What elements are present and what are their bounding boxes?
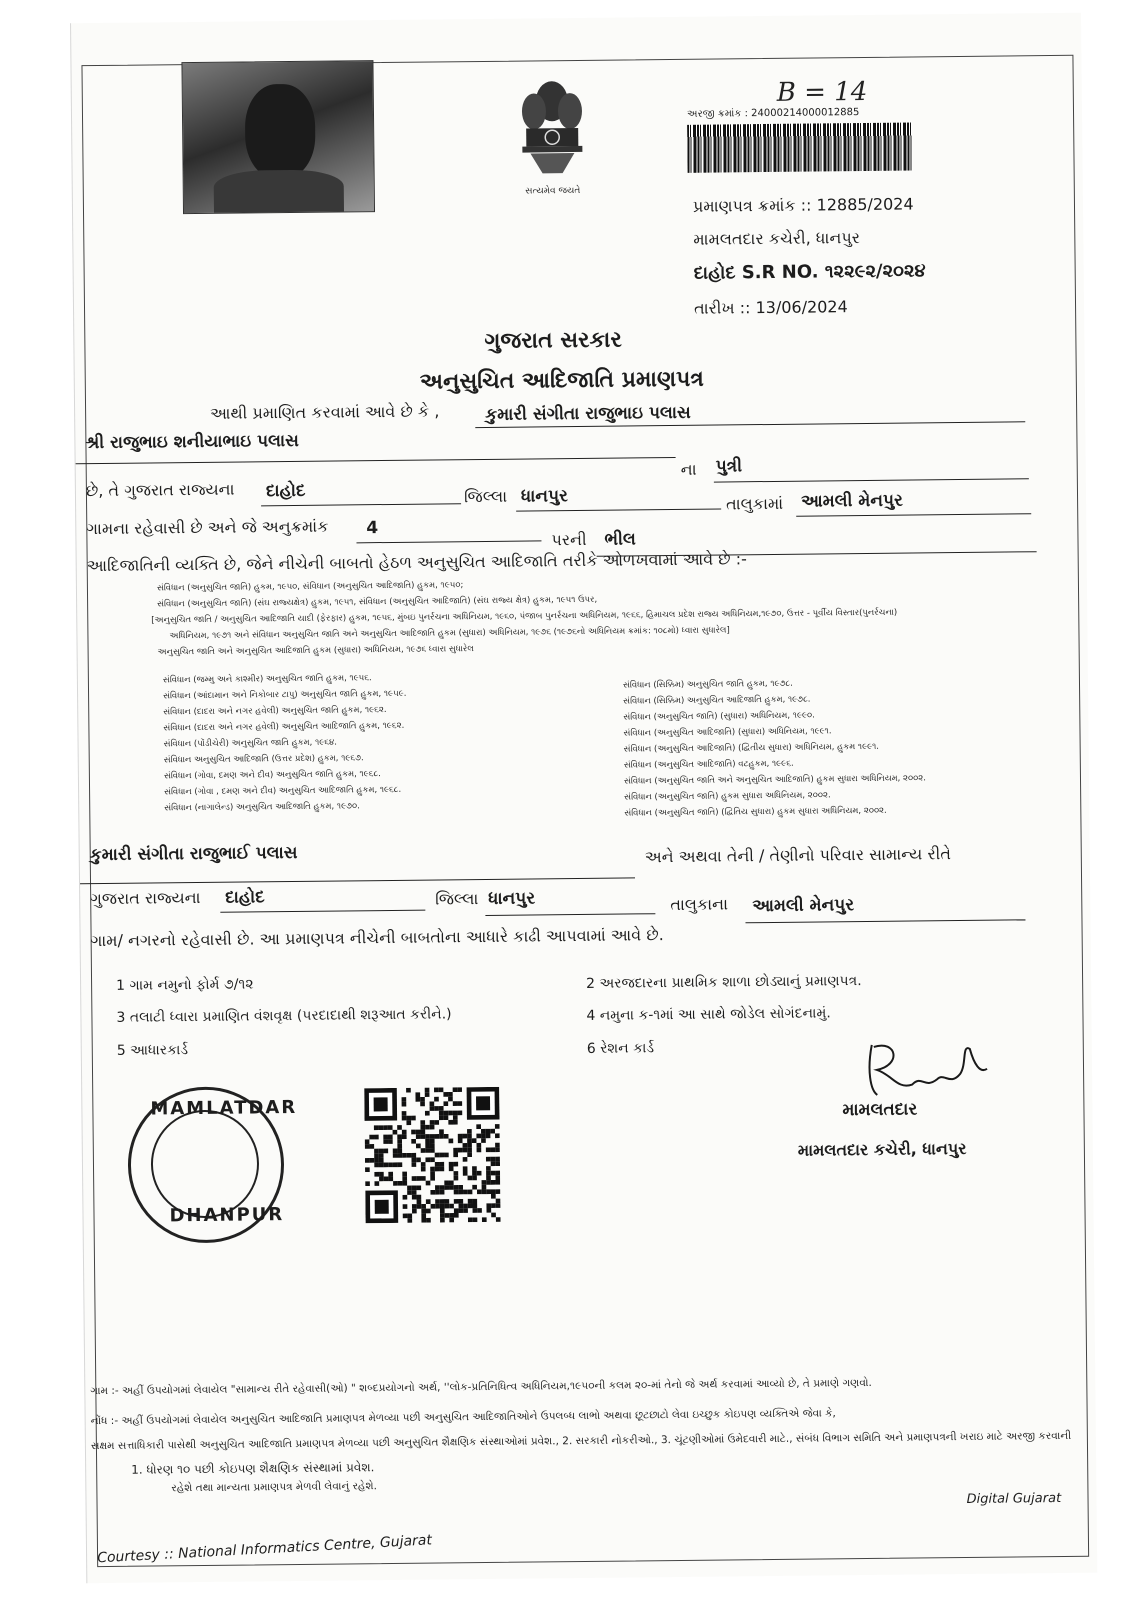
document-item: 4 નમુના ક-૧માં આ સાથે જોડેલ સોગંદનામું.	[586, 1005, 831, 1024]
family-text: અને અથવા તેની / તેણીનો પરિવાર સામાન્ય રીતે	[644, 844, 951, 867]
note-line: નોંધ :- અહીં ઉપયોગમાં લેવાયેલ અનુસુચિત આદિજાતિ પ્રમાણપત્ર મેળવ્યા પછી અનુસુચિત આદિજાતિઓને ઉપલબ્ધ લાભો અથવા છૂટછાટો લેવા ઇચ્છુક કોઇપણ વ્યક્તિએ જેવા કે,	[90, 1407, 836, 1428]
signature-icon	[862, 1034, 993, 1105]
orders-top	[151, 573, 898, 661]
government-title: ગુજરાત સરકાર	[484, 327, 622, 354]
certificate-number: પ્રમાણપત્ર ક્રમાંક :: 12885/2024	[692, 194, 914, 216]
document-item: 3 તલાટી ધ્વારા પ્રમાણિત વંશવૃક્ષ (પરદાદાથી શરૂઆત કરીને.)	[116, 1006, 452, 1026]
intro-text: આથી પ્રમાણિત કરવામાં આવે છે કે ,	[210, 401, 440, 423]
order-line: સંવિધાન (ગોવા , દમણ અને દીવ) અનુસુચિત આદિજાતિ હુકમ, ૧૯૬૮.	[164, 784, 402, 798]
stamp-top-text: MAMLATDAR	[150, 1096, 298, 1120]
order-line: સંવિધાન (અનુસુચિત આદિજાતિ) (સુધારા) અધિનિયમ, ૧૯૯૧.	[623, 726, 832, 739]
order-line: અનુસુચિત જાતિ અને અનુસુચિત આદિજાતિ હુકમ (સુધારા) અધિનિયમ, ૧૯૭૬ ધ્વારા સુધારેલ	[157, 644, 474, 658]
order-line: સંવિધાન (અનુસુચિત જાતિ) હુકમ સુધારા અધિનિયમ, ૨૦૦૨.	[624, 790, 831, 803]
applicant-photo	[181, 60, 375, 214]
order-line: સંવિધાન (સિક્કિમ) અનુસુચિત આદિજાતિ હુકમ, ૧૯૭૮.	[623, 694, 811, 707]
signatory-office: મામલતદાર કચેરી, ધાનપુર	[797, 1138, 967, 1160]
order-line: અધિનિયમ, ૧૯૭૧ અને સંવિધાન અનુસુચિત જાતિ અને અનુસુચિત આદિજાતિ હુકમ (સુધારા) અધિનિયમ, ૧૯૭૬ (૧૯૭૬નો અધિનિયમ ક્રમાંક: ૧૦૮મો) ધ્વારા સુધારેલ]	[169, 625, 730, 642]
taluka: ધાનપુર	[520, 486, 568, 507]
sr-number: દાહોદ S.R NO. ૧૨૨૯૨/૨૦૨૪	[693, 260, 926, 284]
order-line: સંવિધાન (અનુસુચિત જાતિ) (સુધારા) અધિનિયમ, ૧૯૯૦.	[623, 710, 815, 723]
order-line: સંવિધાન (જમ્મુ અને કાશ્મીર) અનુસુચિત જાતિ હુકમ, ૧૯૫૬.	[162, 673, 372, 686]
order-line: સંવિધાન (અનુસુચિત જાતિ અને અનુસુચિત આદિજાતિ) હુકમ સુધારા અધિનિયમ, ૨૦૦૨.	[623, 773, 927, 787]
order-line: સંવિધાન (આંદામાન અને નિકોબાર ટાપુ) અનુસુચિત જાતિ હુકમ, ૧૯૫૯.	[163, 688, 407, 702]
document-item: 2 અરજદારના પ્રાથમિક શાળા છોડ્યાનું પ્રમાણપત્ર.	[586, 973, 862, 992]
qr-code	[364, 1087, 500, 1223]
national-emblem-icon	[512, 73, 593, 194]
stamp-bottom-text: DHANPUR	[169, 1204, 285, 1227]
order-line: સંવિધાન (અનુસુચિત જાતિ) (દ્વિતિય સુધારા) હુકમ સુધારા અધિનિયમ, ૨૦૦૨.	[624, 805, 887, 819]
digital-gujarat-label: Digital Gujarat	[966, 1490, 1062, 1507]
note-line: સક્ષમ સત્તાધિકારી પાસેથી અનુસુચિત આદિજાતિ પ્રમાણપત્ર મેળવ્યા પછી અનુસુચિત શૈક્ષણિક સંસ્થાઓમાં પ્રવેશ., 2. સરકારી નોકરીઓ., 3. ચૂંટણીઓમાં ઉમેદવારી માટે., સંબંધ વિભાગ સમિતિ અને પ્રમાણપત્રની ખરાઇ માટે અરજી કરવાની	[90, 1429, 1072, 1453]
signatory-designation: મામલતદાર	[842, 1099, 918, 1121]
document-item: 5 આધારકાર્ડ	[116, 1042, 189, 1059]
residence-district: દાહોદ	[225, 887, 265, 908]
tribe: ભીલ	[604, 529, 636, 550]
note-line: રહેશે તથા માન્યતા પ્રમાણપત્ર મેળવી લેવાનું રહેશે.	[171, 1480, 377, 1495]
application-number: અરજી ક્રમાંક : 24000214000012885	[686, 107, 860, 120]
document-item: 1 ગામ નમુનો ફોર્મ ૭/૧૨	[116, 976, 254, 994]
note-line: 1. ધોરણ ૧૦ પછી કોઇપણ શૈક્ષણિક સંસ્થામાં પ્રવેશ.	[131, 1460, 375, 1477]
residence-taluka: ધાનપુર	[488, 888, 536, 909]
orders-left	[163, 670, 408, 817]
barcode	[687, 122, 912, 172]
applicant-name: કુમારી સંગીતા રાજુભાઇ પલાસ	[485, 402, 691, 425]
order-line: સંવિધાન (પોંડીચેરી) અનુસુચિત જાતિ હુકમ, ૧૯૬૪.	[163, 737, 338, 750]
basis-text: ગામ/ નગરનો રહેવાસી છે. આ પ્રમાણપત્ર નીચેની બાબતોના આધારે કાઢી આપવામાં આવે છે.	[90, 925, 664, 951]
order-line: સંવિધાન (નાગાલેન્ડ) અનુસુચિત આદિજાતિ હુકમ, ૧૯૭૦.	[164, 801, 360, 814]
residence-village: આમલી મેનપુર	[752, 895, 855, 917]
issuing-office: મામલતદાર કચેરી, ધાનપુર	[693, 228, 861, 249]
order-line: [અનુસુચિત જાતિ / અનુસુચિત આદિજાતિ યાદી (ફેરફાર) હુકમ, ૧૯૫૬, મુંબઇ પુનર્રચના અધિનિયમ, ૧૯૬૦, પંજાબ પુનર્રચના અધિનિયમ, ૧૯૬૬, હિમાચલ પ્રદેશ રાજ્ય અધિનિયમ,૧૯૭૦, ઉત્તર - પૂર્વીય વિસ્તાર(પુનર્રચના)	[151, 607, 898, 626]
par-label: પરની	[551, 529, 587, 550]
courtesy-text: Courtesy :: National Informatics Centre, Gujarat	[96, 1532, 433, 1567]
taluka-label: તાલુકામાં	[725, 493, 784, 514]
mamlatdar-stamp	[127, 1086, 298, 1244]
order-line: સંવિધાન (ગોવા, દમણ અને દીવ) અનુસુચિત જાતિ હુકમ, ૧૯૬૮.	[163, 769, 381, 782]
father-name: શ્રી રાજુભાઇ શનીયાભાઇ પલાસ	[85, 430, 299, 454]
relation: પુત્રી	[715, 456, 743, 477]
note-line: ગામ :- અહીં ઉપયોગમાં લેવાયેલ "સામાન્ય રીતે રહેવાસી(ઓ) " શબ્દપ્રયોગનો અર્થ, ''લોક-પ્રતિનિધિત્વ અધિનિયમ,૧૯૫૦ની કલમ ૨૦-માં તેનો જે અર્થ કરવામાં આવ્યો છે, તે પ્રમાણે ગણવો.	[90, 1376, 872, 1398]
serial-number: 4	[366, 518, 379, 539]
document-item: 6 રેશન કાર્ડ	[586, 1040, 655, 1057]
order-line: સંવિધાન (દાદરા અને નગર હવેલી) અનુસુચિત જાતિ હુકમ, ૧૯૬૨.	[163, 705, 387, 718]
village: આમલી મેનપુર	[800, 490, 903, 512]
order-line: સંવિધાન (અનુસુચિત આદિજાતિ) (દ્વિતીય સુધારા) અધિનિયમ, હુકમ ૧૯૯૧.	[623, 741, 880, 755]
resident-text: ગામના રહેવાસી છે અને જે અનુક્રમાંક	[86, 516, 329, 539]
order-line: સંવિધાન (અનુસુચિત જાતિ) હુકમ, ૧૯૫૦, સંવિધાન (અનુસુચિત આદિજાતિ) હુકમ, ૧૯૫૦;	[156, 580, 464, 594]
certificate-sheet	[70, 13, 1097, 1584]
certificate-title: અનુસુચિત આદિજાતિ પ્રમાણપત્ર	[419, 366, 705, 395]
order-line: સંવિધાન (દાદરા અને નગર હવેલી) અનુસુચિત આદિજાતિ હુકમ, ૧૯૬૨.	[163, 720, 405, 734]
residence-district-label: જિલ્લા	[435, 889, 479, 909]
district-label: જિલ્લા	[463, 486, 508, 507]
state-text: છે, તે ગુજરાત રાજ્યના	[85, 479, 235, 501]
orders-right	[623, 674, 926, 821]
handwritten-sb-number: B = 14	[776, 76, 868, 108]
order-line: સંવિધાન (સિક્કિમ) અનુસુચિત જાતિ હુકમ, ૧૯૭૮.	[622, 678, 793, 691]
district: દાહોદ	[265, 480, 306, 502]
order-line: સંવિધાન (અનુસુચિત જાતિ) (સંઘ રાજ્યક્ષેત્ર) હુકમ, ૧૯૫૧, સંવિધાન (અનુસુચિત આદિજાતિ) (સંઘ રાજ્ય ક્ષેત્ર) હુકમ, ૧૯૫૧ ઉપર,	[157, 594, 598, 610]
relation-prefix: ના	[680, 459, 697, 479]
recognition-text: આદિજાતિની વ્યક્તિ છે, જેને નીચેની બાબતો હેઠળ અનુસુચિત આદિજાતિ તરીકે ઓળખવામાં આવે છે :-	[86, 549, 747, 576]
residence-state-text: ગુજરાત રાજ્યના	[90, 887, 201, 909]
order-line: સંવિધાન (અનુસુચિત આદિજાતિ) વટહુકમ, ૧૯૯૬.	[623, 758, 794, 771]
emblem-motto: સત્યમેવ જયતે	[525, 185, 581, 197]
residence-name: કુમારી સંગીતા રાજુભાઈ પલાસ	[89, 842, 298, 866]
order-line: સંવિધાન અનુસુચિત આદિજાતિ (ઉત્તર પ્રદેશ) હુકમ, ૧૯૬૭.	[163, 753, 364, 766]
residence-taluka-label: તાલુકાના	[670, 894, 729, 915]
issue-date: તારીખ :: 13/06/2024	[693, 297, 848, 318]
